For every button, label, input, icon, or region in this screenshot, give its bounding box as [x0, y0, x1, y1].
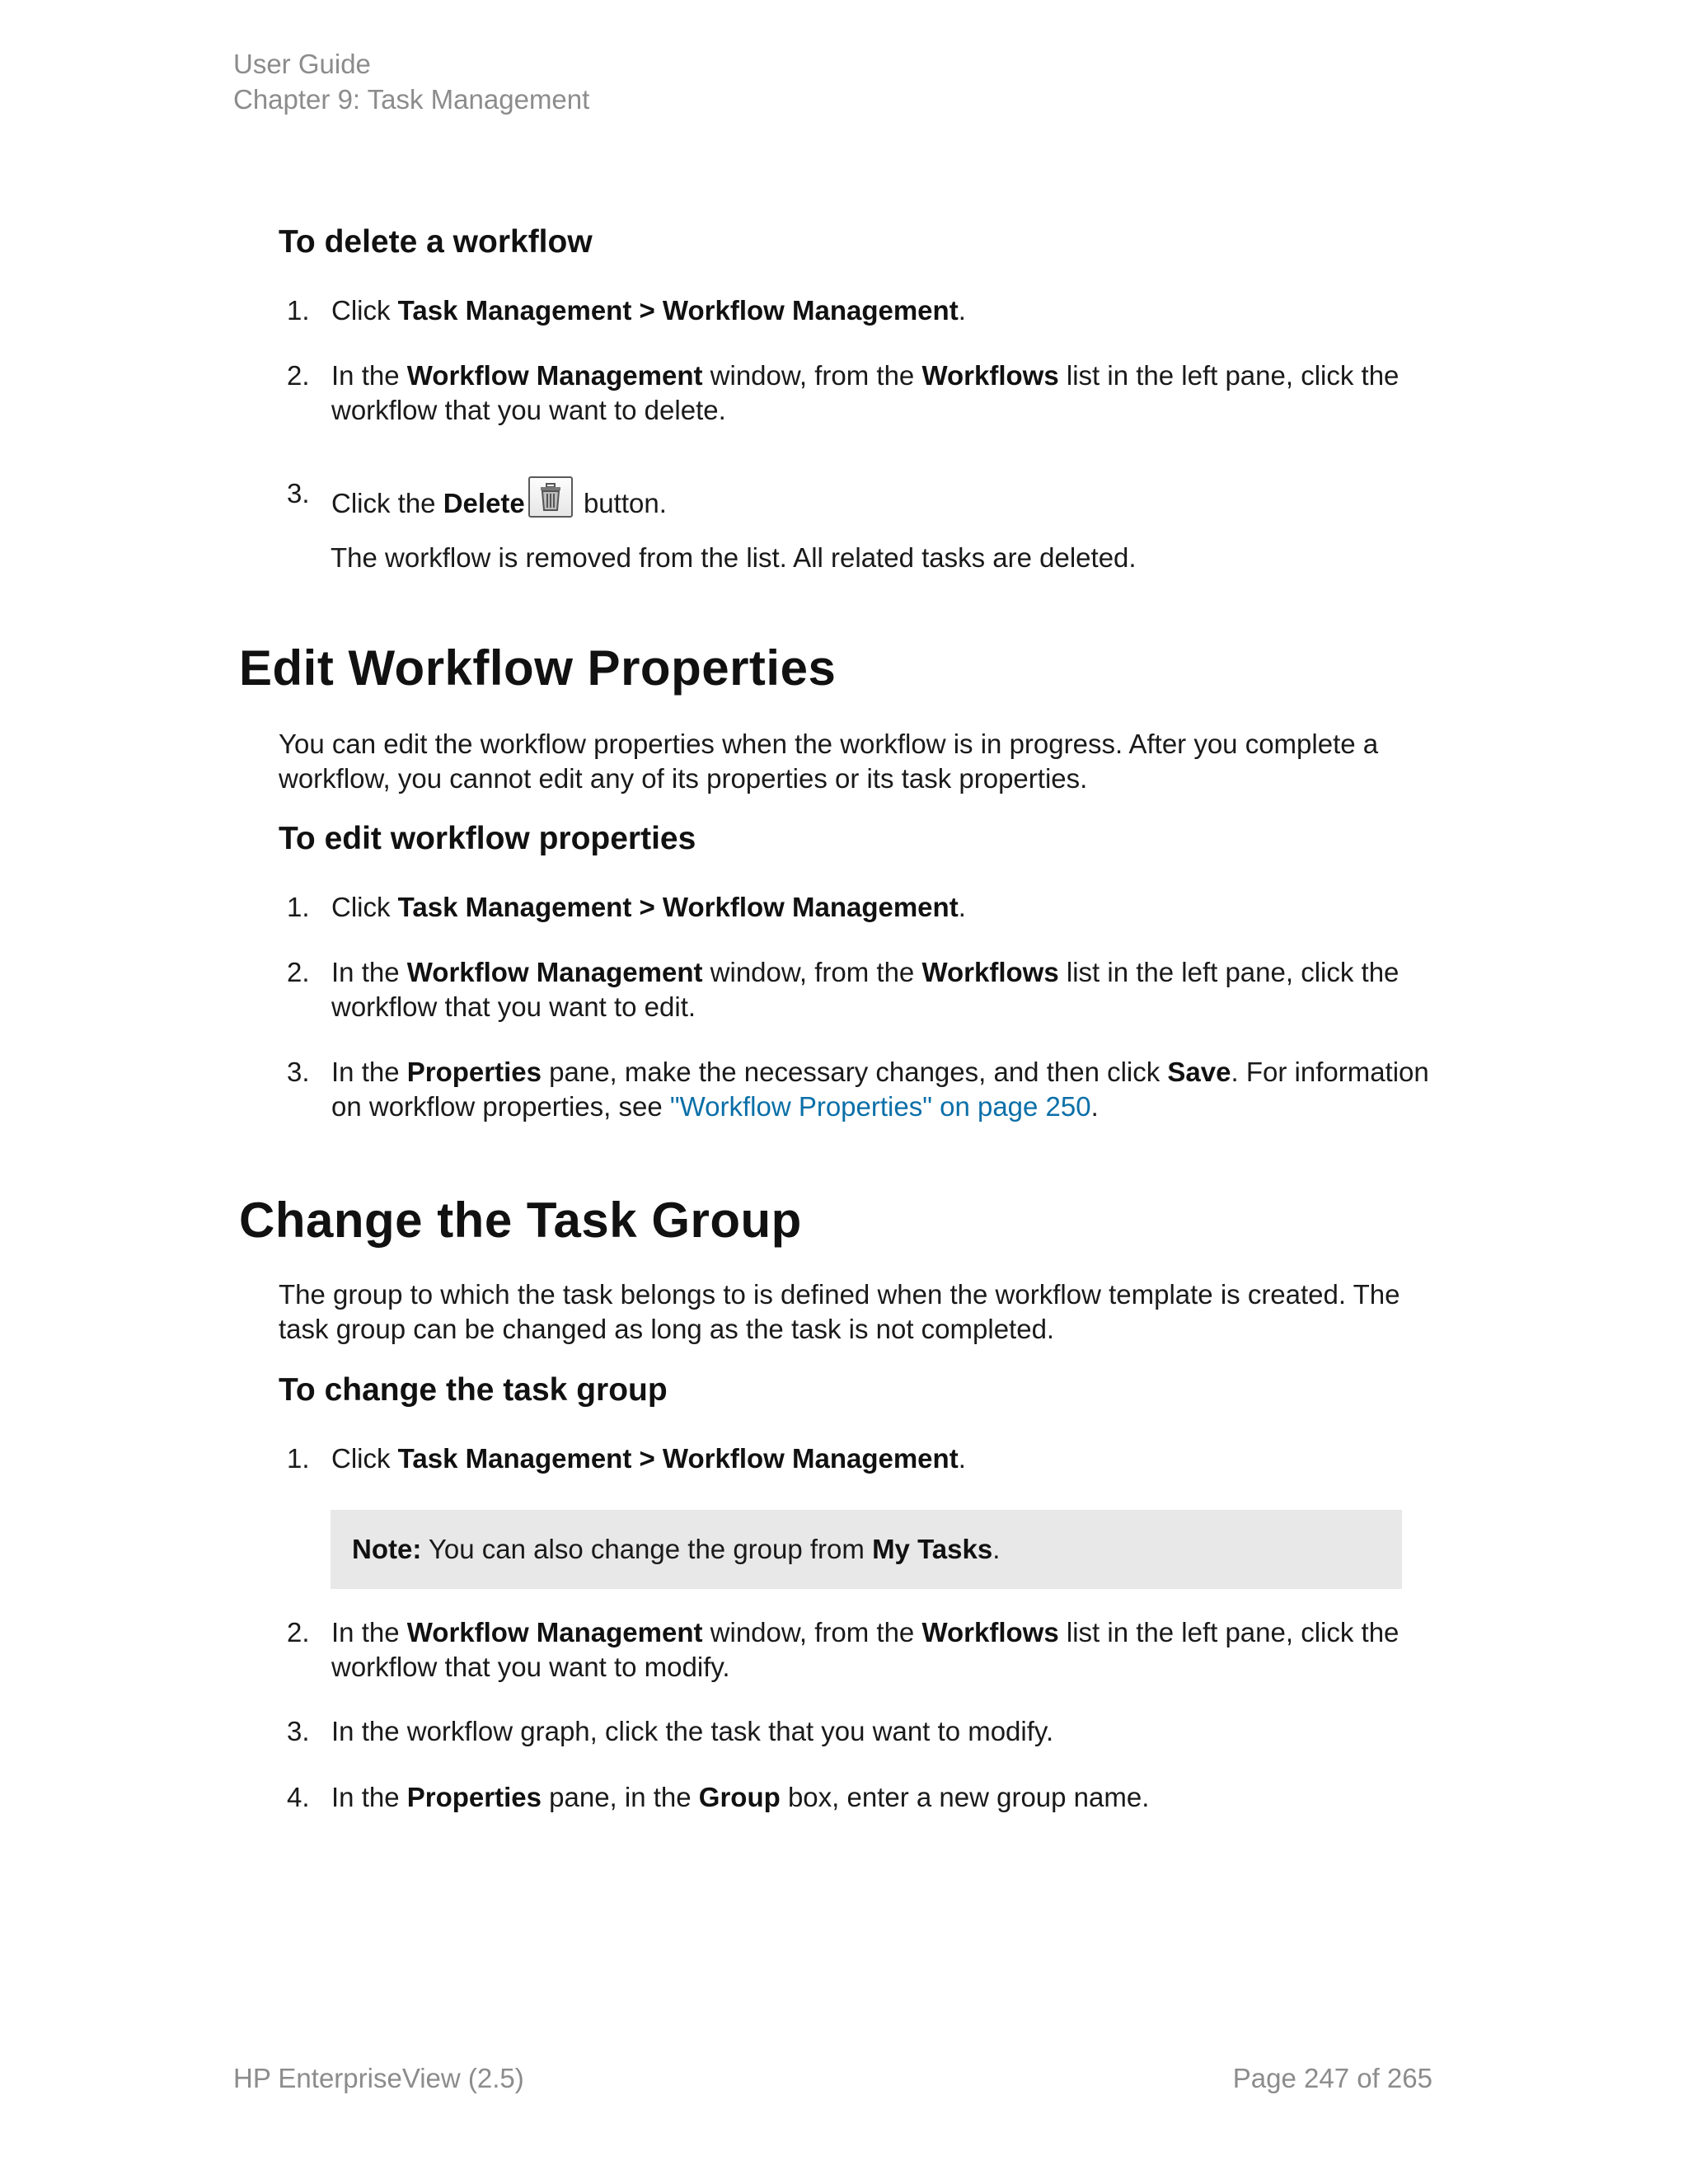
menu-name: My Tasks [872, 1534, 993, 1564]
step-text: Click [331, 892, 398, 922]
step-text: Click [331, 295, 398, 326]
note-text: You can also change the group from [421, 1534, 873, 1564]
step-text: In the [331, 1057, 407, 1087]
group-intro-text: The group to which the task belongs to is defined when the workflow template is created. The task group can be changed as long as the task is not completed. [279, 1279, 1400, 1344]
procedure-title-delete-workflow: To delete a workflow [279, 224, 593, 260]
window-name: Workflow Management [406, 360, 703, 391]
group-step-1 [287, 1441, 1432, 1476]
section-title-edit-workflow-properties: Edit Workflow Properties [239, 640, 837, 696]
footer-product-name: HP EnterpriseView (2.5) [233, 2063, 524, 2093]
header-guide-title: User Guide [233, 49, 371, 79]
step-text: window, from the [702, 957, 922, 987]
step-text: In the [331, 360, 407, 391]
window-name: Workflow Management [406, 957, 703, 987]
step-number: 1. [287, 1443, 310, 1474]
step-number: 1. [287, 892, 310, 922]
list-name: Workflows [921, 1617, 1059, 1647]
edit-step-3 [287, 1055, 1432, 1124]
step-text: . [1090, 1091, 1099, 1122]
note-box [331, 1510, 1402, 1589]
step-text: pane, in the [541, 1782, 699, 1812]
step-number: 4. [287, 1782, 310, 1812]
step-number: 2. [287, 957, 310, 987]
delete-step-2 [287, 359, 1432, 428]
pane-name: Properties [406, 1057, 542, 1087]
group-step-2 [287, 1615, 1432, 1685]
step-number: 2. [287, 1617, 310, 1647]
menu-path: Task Management > Workflow Management [397, 892, 959, 922]
step-text: In the workflow graph, click the task that you want to modify. [331, 1716, 1054, 1746]
header-chapter-title: Chapter 9: Task Management [233, 84, 590, 115]
edit-step-1 [287, 890, 1432, 925]
step-text: window, from the [702, 1617, 922, 1647]
step-text: In the [331, 1782, 407, 1812]
step-text: list in the left pane, click the workflow that you want to modify. [331, 1617, 1400, 1682]
step-text: . [958, 892, 966, 922]
step-number: 3. [287, 478, 310, 509]
step-number: 1. [287, 295, 310, 326]
footer-page-number: Page 247 of 265 [1232, 2063, 1432, 2093]
note-label: Note: [352, 1534, 422, 1564]
step-text: . For information on workflow properties, see [331, 1057, 1429, 1122]
step-number: 3. [287, 1057, 310, 1087]
button-name: Save [1167, 1057, 1231, 1087]
group-step-4 [287, 1780, 1432, 1815]
delete-step-3 [287, 476, 1432, 521]
procedure-title-edit-workflow: To edit workflow properties [279, 821, 696, 856]
note-text: . [992, 1534, 1001, 1564]
running-header [233, 46, 589, 117]
procedure-title-change-task-group: To change the task group [279, 1372, 668, 1408]
edit-intro-text: You can edit the workflow properties when the workflow is in progress. After you complete a workflow, you cannot edit any of its properties or its task properties. [279, 729, 1379, 794]
step-number: 3. [287, 1716, 310, 1746]
workflow-properties-link[interactable]: "Workflow Properties" on page 250 [669, 1091, 1091, 1122]
step-text: button. [575, 488, 667, 518]
step-text: In the [331, 1617, 407, 1647]
list-name: Workflows [921, 360, 1059, 391]
step-text: Click the [331, 488, 443, 518]
trash-icon[interactable] [528, 476, 573, 518]
window-name: Workflow Management [406, 1617, 703, 1647]
step-text: pane, make the necessary changes, and then click [541, 1057, 1168, 1087]
section-title-change-task-group: Change the Task Group [239, 1193, 802, 1248]
field-name: Group [698, 1782, 781, 1812]
delete-result-text: The workflow is removed from the list. All related tasks are deleted. [331, 542, 1137, 573]
step-text: In the [331, 957, 407, 987]
step-text: box, enter a new group name. [780, 1782, 1150, 1812]
list-name: Workflows [921, 957, 1059, 987]
step-text: . [958, 295, 966, 326]
button-name: Delete [443, 488, 525, 518]
step-text: list in the left pane, click the workflow that you want to edit. [331, 957, 1400, 1022]
pane-name: Properties [406, 1782, 542, 1812]
group-step-3 [287, 1714, 1432, 1749]
menu-path: Task Management > Workflow Management [397, 1443, 959, 1474]
step-text: . [958, 1443, 966, 1474]
edit-step-2 [287, 955, 1432, 1024]
step-number: 2. [287, 360, 310, 391]
step-text: window, from the [702, 360, 922, 391]
menu-path: Task Management > Workflow Management [397, 295, 959, 326]
step-text: list in the left pane, click the workflow that you want to delete. [331, 360, 1400, 425]
step-text: Click [331, 1443, 398, 1474]
delete-step-1 [287, 293, 1432, 328]
